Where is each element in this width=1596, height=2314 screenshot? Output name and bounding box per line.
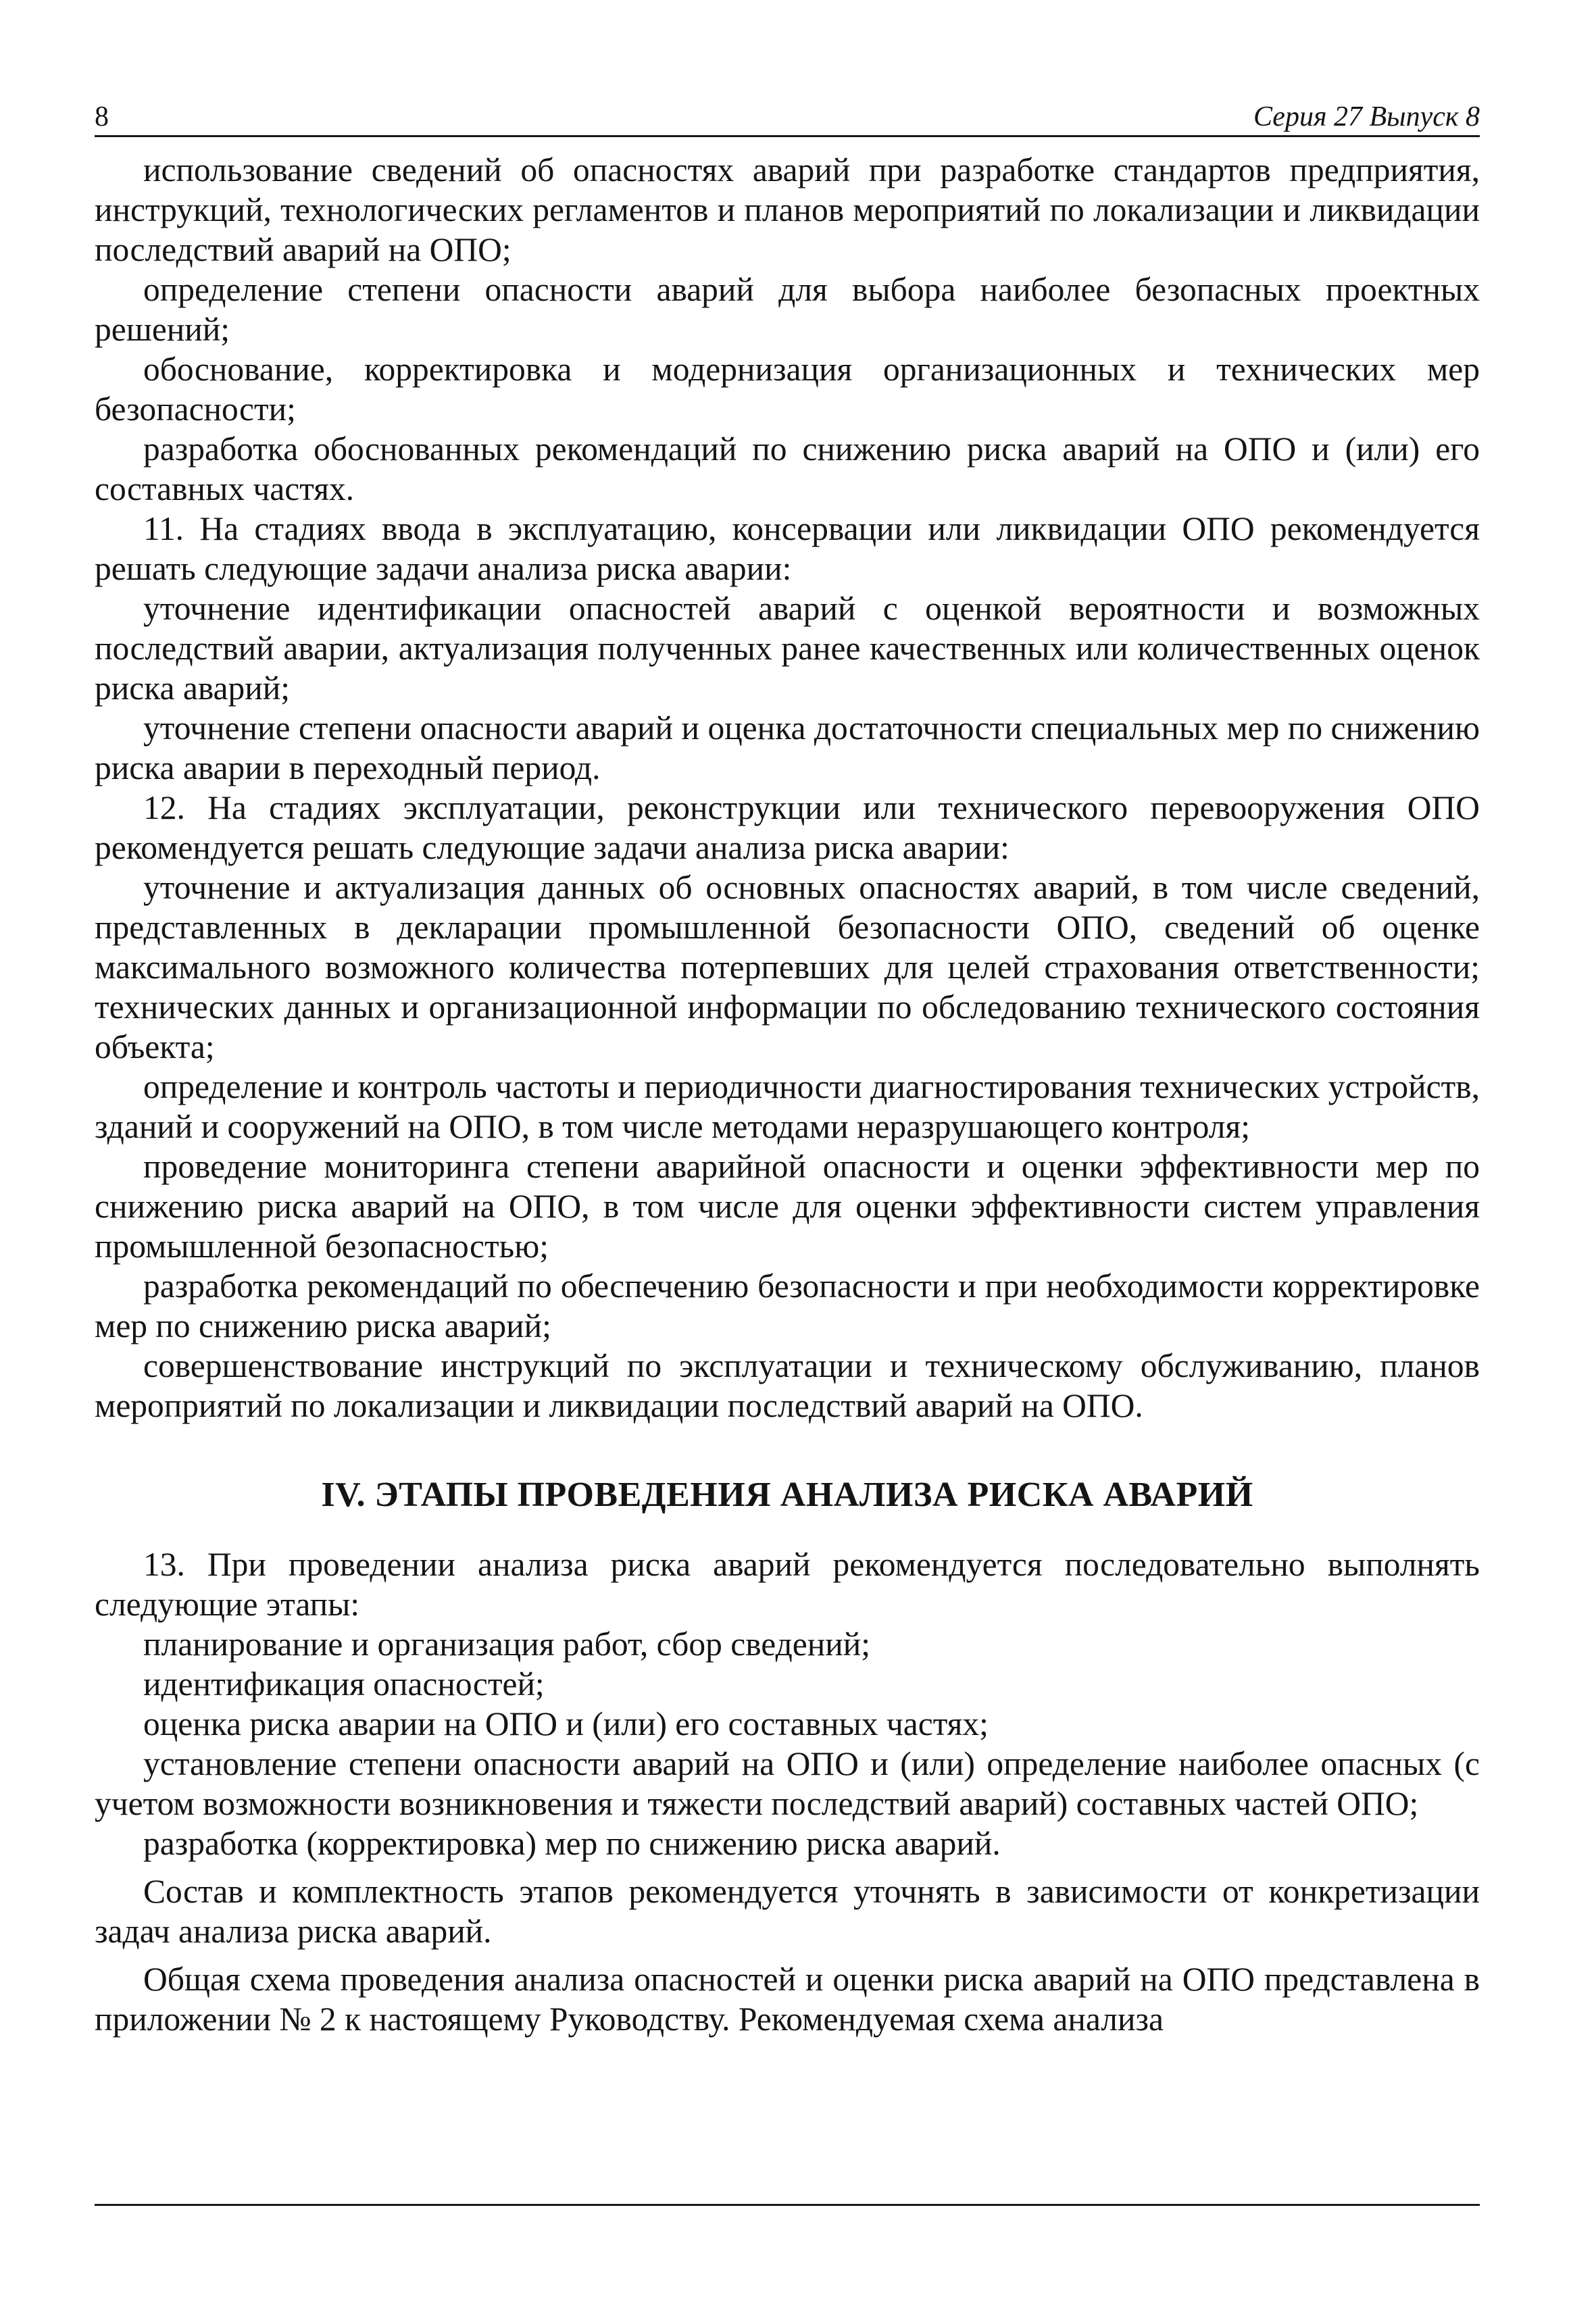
paragraph: оценка риска аварии на ОПО и (или) его составных частях;: [143, 1705, 989, 1742]
paragraph: уточнение и актуализация данных об основных опасностях аварий, в том числе сведений, представленных в декларации промышленной безопасности ОПО, сведений об оценке максимального возможного количества потерпевших для целей страхования ответственности; технических данных и организационной информации по обследованию технического состояния объекта;: [95, 869, 1480, 1065]
paragraph: определение степени опасности аварий для выбора наиболее безопасных проектных решений;: [95, 271, 1480, 348]
footer-rule: [95, 2204, 1480, 2206]
paragraph: уточнение степени опасности аварий и оценка достаточности специальных мер по снижению риска аварии в переходный период.: [95, 709, 1480, 786]
paragraph: планирование и организация работ, сбор сведений;: [143, 1626, 870, 1663]
paragraph: Состав и комплектность этапов рекомендуется уточнять в зависимости от конкретизации задач анализа риска аварий.: [95, 1873, 1480, 1950]
paragraph: разработка рекомендаций по обеспечению безопасности и при необходимости корректировке мер по снижению риска аварий;: [95, 1267, 1480, 1344]
paragraph: определение и контроль частоты и периодичности диагностирования технических устройств, зданий и сооружений на ОПО, в том числе методами неразрушающего контроля;: [95, 1068, 1480, 1145]
page-number: 8: [95, 101, 109, 132]
section-heading: IV. ЭТАПЫ ПРОВЕДЕНИЯ АНАЛИЗА РИСКА АВАРИЙ: [321, 1476, 1253, 1514]
paragraph: установление степени опасности аварий на ОПО и (или) определение наиболее опасных (с учетом возможности возникновения и тяжести последствий аварий) составных частей ОПО;: [95, 1745, 1480, 1822]
page-header: [95, 95, 1480, 137]
paragraph-gap: [95, 1863, 1480, 1871]
paragraph: разработка обоснованных рекомендаций по снижению риска аварий на ОПО и (или) его составных частях.: [95, 430, 1480, 507]
paragraph: Общая схема проведения анализа опасностей и оценки риска аварий на ОПО представлена в приложении № 2 к настоящему Руководству. Рекомендуемая схема анализа: [95, 1961, 1480, 2038]
paragraph: обоснование, корректировка и модернизация организационных и технических мер безопасности;: [95, 351, 1480, 428]
paragraph: 11. На стадиях ввода в эксплуатацию, консервации или ликвидации ОПО рекомендуется решать следующие задачи анализа риска аварии:: [95, 510, 1480, 587]
paragraph: 13. При проведении анализа риска аварий рекомендуется последовательно выполнять следующие этапы:: [95, 1546, 1480, 1623]
paragraph-gap: [95, 1951, 1480, 1959]
paragraph: уточнение идентификации опасностей аварий с оценкой вероятности и возможных последствий аварии, актуализация полученных ранее качественных или количественных оценок риска аварий;: [95, 590, 1480, 707]
paragraph: 12. На стадиях эксплуатации, реконструкции или технического перевооружения ОПО рекомендуется решать следующие задачи анализа риска аварии:: [95, 789, 1480, 866]
paragraph: разработка (корректировка) мер по снижению риска аварий.: [143, 1825, 1001, 1862]
paragraph: проведение мониторинга степени аварийной опасности и оценки эффективности мер по снижению риска аварий на ОПО, в том числе для оценки эффективности систем управления промышленной безопасностью;: [95, 1148, 1480, 1265]
running-title: Серия 27 Выпуск 8: [1253, 101, 1480, 132]
body-text: [95, 150, 1480, 2039]
paragraph: использование сведений об опасностях аварий при разработке стандартов предприятия, инструкций, технологических регламентов и планов мероприятий по локализации и ликвидации последствий аварий на ОПО;: [95, 151, 1480, 268]
paragraph: совершенствование инструкций по эксплуатации и техническому обслуживанию, планов мероприятий по локализации и ликвидации последствий аварий на ОПО.: [95, 1347, 1480, 1424]
paragraph: идентификация опасностей;: [143, 1665, 545, 1703]
